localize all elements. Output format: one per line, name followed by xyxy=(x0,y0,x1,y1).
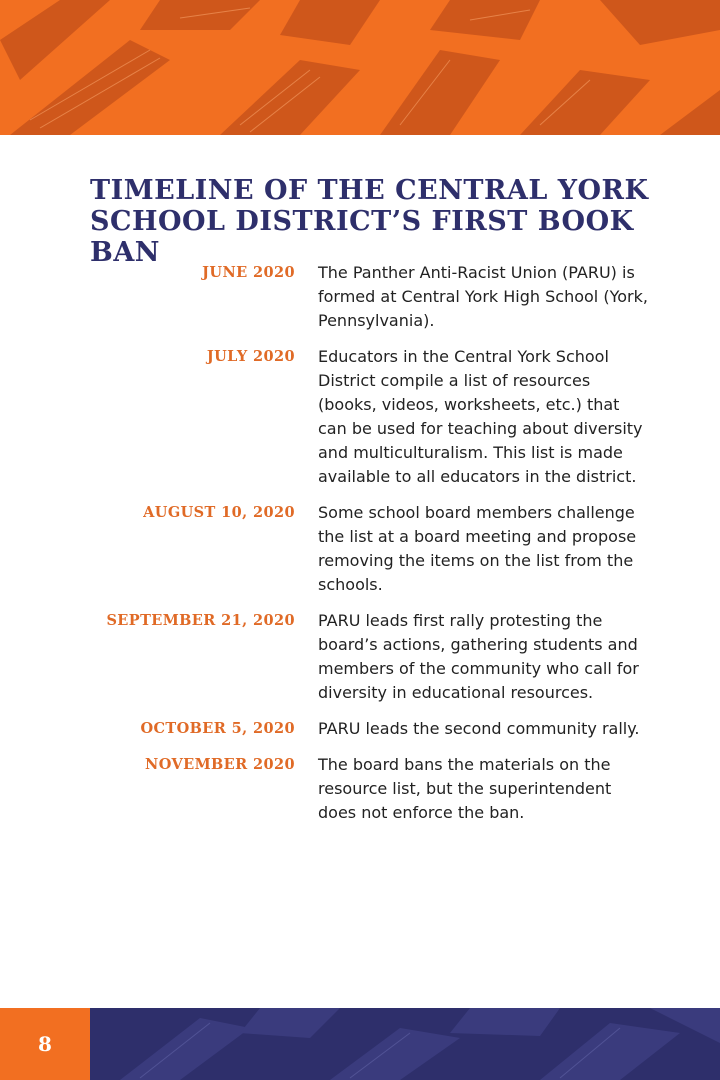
timeline-date: JUNE 2020 xyxy=(202,264,295,281)
bottom-banner-books-texture xyxy=(0,1008,720,1080)
timeline-description: PARU leads first rally protesting the board’s actions, gathering students and members of the community who call for diversity in educational resources. xyxy=(318,611,639,702)
page-number: 8 xyxy=(38,1032,52,1056)
timeline-description: The board bans the materials on the resource list, but the superintendent does not enforce the ban. xyxy=(318,755,612,822)
page-title: TIMELINE OF THE CENTRAL YORK SCHOOL DISTRICT’S FIRST BOOK BAN xyxy=(90,175,649,268)
timeline-entry xyxy=(0,753,720,825)
timeline-date: OCTOBER 5, 2020 xyxy=(140,720,295,737)
timeline-date: SEPTEMBER 21, 2020 xyxy=(106,612,295,629)
timeline-entry xyxy=(0,609,720,705)
timeline-entry xyxy=(0,717,720,741)
timeline-description: PARU leads the second community rally. xyxy=(318,719,640,738)
timeline-date: NOVEMBER 2020 xyxy=(145,756,295,773)
timeline-date: AUGUST 10, 2020 xyxy=(143,504,295,521)
timeline-entry xyxy=(0,501,720,597)
timeline-entry xyxy=(0,261,720,333)
timeline-description: Some school board members challenge the list at a board meeting and propose removing the items on the list from the schools. xyxy=(318,503,637,594)
books-texture-illustration xyxy=(0,1008,720,1080)
top-banner-books-texture xyxy=(0,0,720,135)
timeline-description: Educators in the Central York School District compile a list of resources (books, videos, worksheets, etc.) that can be used for teaching about diversity and multiculturalism. This list is made available to all educators in the district. xyxy=(318,347,643,486)
page-number-box xyxy=(0,1008,90,1080)
timeline-date: JULY 2020 xyxy=(206,348,295,365)
timeline xyxy=(0,261,720,837)
timeline-entry xyxy=(0,345,720,489)
timeline-description: The Panther Anti-Racist Union (PARU) is formed at Central York High School (York, Pennsylvania). xyxy=(318,263,648,330)
books-texture-illustration xyxy=(0,0,720,135)
